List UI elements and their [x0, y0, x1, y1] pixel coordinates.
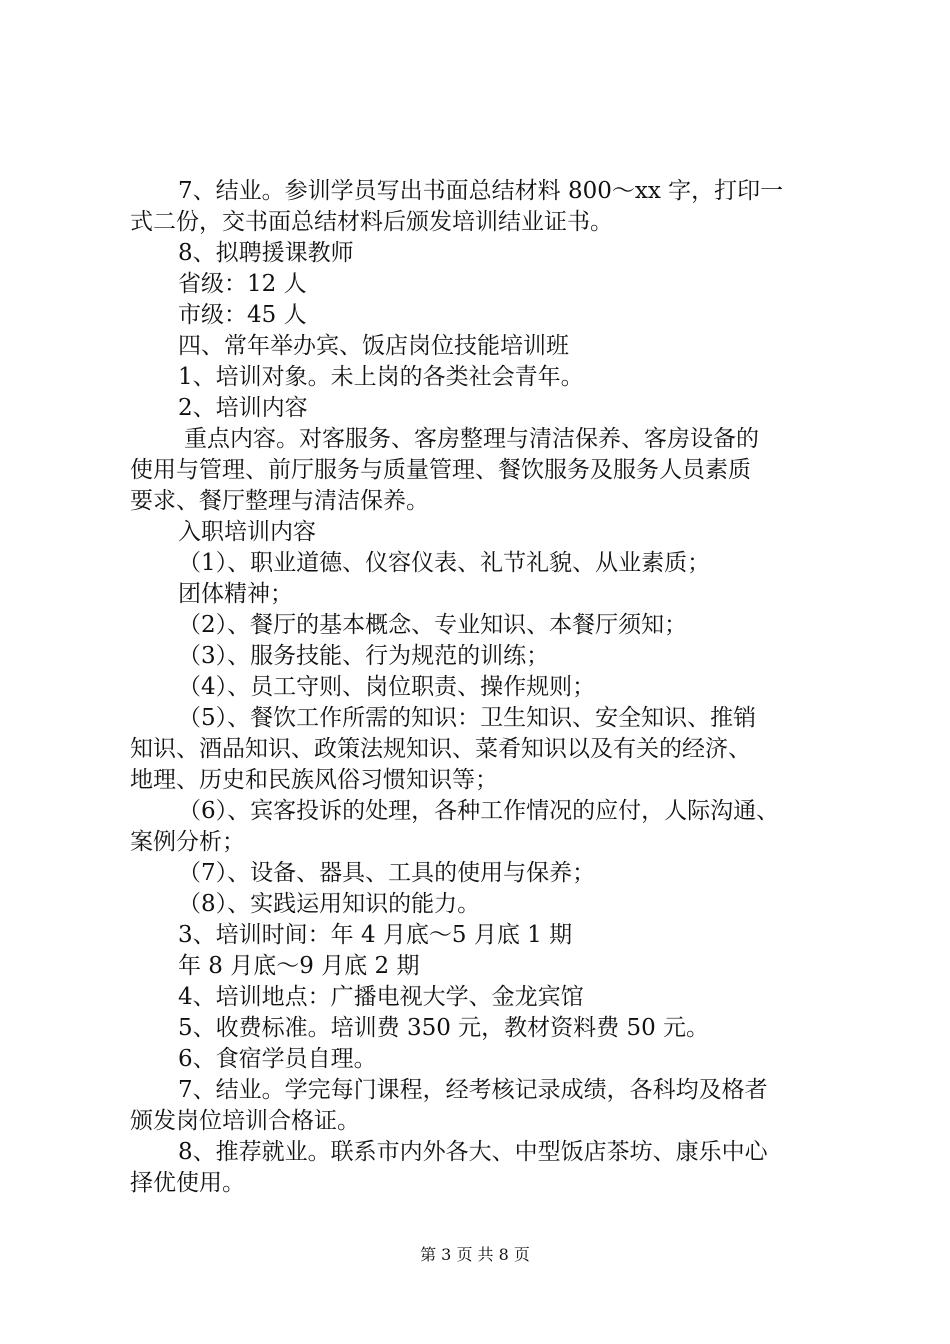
paragraph-line: 8、推荐就业。联系市内外各大、中型饭店茶坊、康乐中心: [178, 1139, 768, 1165]
paragraph-line: 3、培训时间：年 4 月底～5 月底 1 期: [178, 922, 573, 948]
paragraph-line: 知识、酒品知识、政策法规知识、菜肴知识以及有关的经济、: [130, 736, 751, 762]
paragraph-line: 案例分析；: [130, 829, 245, 855]
paragraph-line: 省级：12 人: [178, 271, 307, 297]
paragraph-line: 团体精神；: [178, 581, 293, 607]
paragraph-line: 使用与管理、前厅服务与质量管理、餐饮服务及服务人员素质: [130, 457, 751, 483]
section-heading: 四、常年举办宾、饭店岗位技能培训班: [178, 333, 569, 359]
paragraph-line: 要求、餐厅整理与清洁保养。: [130, 488, 429, 514]
paragraph-line: 7、结业。参训学员写出书面总结材料 800～xx 字，打印一: [178, 178, 784, 204]
paragraph-line: 地理、历史和民族风俗习惯知识等；: [130, 767, 498, 793]
list-item: （7）、设备、器具、工具的使用与保养；: [178, 860, 596, 886]
list-item: （4）、员工守则、岗位职责、操作规则；: [178, 674, 596, 700]
paragraph-line: 2、培训内容: [178, 395, 308, 421]
paragraph-line: 6、食宿学员自理。: [178, 1046, 377, 1072]
paragraph-line: 8、拟聘援课教师: [178, 240, 354, 266]
document-body: [130, 176, 835, 1199]
paragraph-line: 重点内容。对客服务、客房整理与清洁保养、客房设备的: [184, 426, 759, 452]
paragraph-line: 式二份，交书面总结材料后颁发培训结业证书。: [130, 209, 613, 235]
list-item: （1）、职业道德、仪容仪表、礼节礼貌、从业素质；: [178, 550, 711, 576]
paragraph-line: 4、培训地点：广播电视大学、金龙宾馆: [178, 984, 584, 1010]
paragraph-line: 5、收费标准。培训费 350 元，教材资料费 50 元。: [178, 1015, 710, 1041]
paragraph-line: 1、培训对象。未上岗的各类社会青年。: [178, 364, 584, 390]
page-number-footer: 第 3 页 共 8 页: [420, 1245, 530, 1264]
list-item: （2）、餐厅的基本概念、专业知识、本餐厅须知；: [178, 612, 688, 638]
paragraph-line: 年 8 月底～9 月底 2 期: [178, 953, 420, 979]
list-item: （3）、服务技能、行为规范的训练；: [178, 643, 550, 669]
paragraph-line: 入职培训内容: [178, 519, 316, 545]
list-item: （5）、餐饮工作所需的知识：卫生知识、安全知识、推销: [178, 705, 757, 731]
paragraph-line: 7、结业。学完每门课程，经考核记录成绩，各科均及格者: [178, 1077, 768, 1103]
list-item: （8）、实践运用知识的能力。: [178, 891, 481, 917]
paragraph-line: 择优使用。: [130, 1170, 245, 1196]
paragraph-line: 市级：45 人: [178, 302, 307, 328]
paragraph-line: 颁发岗位培训合格证。: [130, 1108, 360, 1134]
list-item: （6）、宾客投诉的处理，各种工作情况的应付，人际沟通、: [178, 798, 780, 824]
